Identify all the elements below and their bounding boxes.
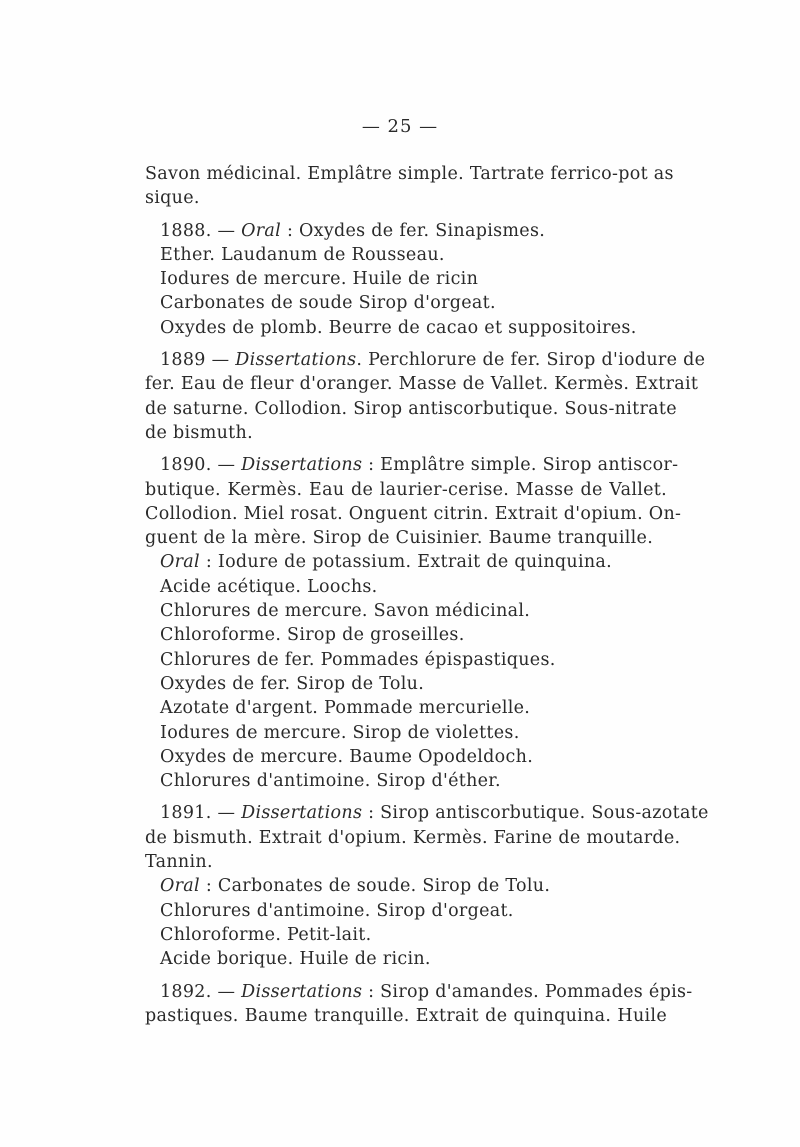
section-label: Oral [160, 876, 200, 897]
paragraph-1890 [145, 453, 682, 793]
text-line: butique. Kermès. Eau de laurier-cerise. Masse de Vallet. [145, 479, 667, 500]
paragraph-1891 [145, 801, 709, 971]
text-line: Oxydes de plomb. Beurre de cacao et suppositoires. [160, 317, 637, 338]
text-line: Chlorures de fer. Pommades épispastiques. [160, 649, 556, 670]
text-line: Acide borique. Huile de ricin. [160, 949, 431, 970]
year-label: 1889 — [160, 350, 236, 371]
text-line [145, 453, 679, 477]
text-line: pastiques. Baume tranquille. Extrait de quinquina. Huile [145, 1005, 667, 1026]
text-line: Carbonates de soude Sirop d'orgeat. [160, 293, 496, 314]
section-label: Dissertations [241, 981, 363, 1002]
section-label: Oral [241, 220, 282, 241]
line-text: : Iodure de potassium. Extrait de quinquina. [199, 552, 613, 573]
text-line: Savon médicinal. Emplâtre simple. Tartrate ferrico-pot as [145, 164, 674, 184]
text-line: Iodures de mercure. Huile de ricin [160, 269, 479, 290]
paragraph [145, 162, 674, 211]
paragraph-1892 [145, 980, 693, 1029]
text-line [145, 801, 709, 825]
line-text: . Perchlorure de fer. Sirop d'iodure de [356, 350, 706, 371]
text-line [145, 980, 693, 1004]
year-label: 1890. — [160, 455, 242, 476]
text-line: Oxydes de mercure. Baume Opodeldoch. [160, 746, 534, 767]
section-label: Dissertations [241, 803, 363, 824]
line-text: : Emplâtre simple. Sirop antiscor- [362, 455, 679, 476]
text-line: de bismuth. [145, 422, 253, 443]
section-label: Oral [160, 552, 200, 573]
text-line: guent de la mère. Sirop de Cuisinier. Baume tranquille. [145, 528, 654, 549]
text-line: de bismuth. Extrait d'opium. Kermès. Farine de moutarde. [145, 827, 681, 848]
text-line: Acide acétique. Loochs. [160, 576, 378, 597]
paragraph-1888 [145, 219, 667, 340]
line-text: : Oxydes de fer. Sinapismes. [281, 220, 546, 241]
text-line: Azotate d'argent. Pommade mercurielle. [160, 698, 531, 719]
text-line: Ether. Laudanum de Rousseau. [160, 244, 445, 265]
year-label: 1888. — [160, 220, 242, 241]
text-line [145, 348, 706, 372]
year-label: 1892. — [160, 981, 242, 1002]
section-label: Dissertations [241, 455, 363, 476]
text-line: Chloroforme. Sirop de groseilles. [160, 625, 465, 646]
text-line: Iodures de mercure. Sirop de violettes. [160, 722, 520, 743]
line-text: : Sirop antiscorbutique. Sous-azotate [362, 803, 709, 824]
text-line: de saturne. Collodion. Sirop antiscorbutique. Sous-nitrate [145, 398, 677, 419]
line-text: : Carbonates de soude. Sirop de Tolu. [199, 876, 551, 897]
text-line: Tannin. [145, 852, 213, 873]
text-line: Oxydes de fer. Sirop de Tolu. [160, 673, 425, 694]
page-number: — 25 — [361, 116, 439, 137]
text-line: Chlorures d'antimoine. Sirop d'éther. [160, 771, 501, 792]
section-label: Dissertations [235, 350, 357, 371]
text-line [145, 219, 667, 243]
line-text: : Sirop d'amandes. Pommades épis- [362, 981, 693, 1002]
text-line [145, 550, 667, 574]
text-line: sique. [145, 188, 200, 209]
text-line: fer. Eau de fleur d'oranger. Masse de Vallet. Kermès. Extrait [145, 374, 699, 395]
paragraph-1889 [145, 348, 706, 445]
text-line: Collodion. Miel rosat. Onguent citrin. Extrait d'opium. On- [145, 503, 682, 524]
text-line: Chlorures de mercure. Savon médicinal. [160, 601, 531, 622]
body-text [145, 162, 709, 1028]
text-line [145, 874, 667, 898]
text-line: Chloroforme. Petit-lait. [160, 924, 372, 945]
year-label: 1891. — [160, 803, 242, 824]
text-line: Chlorures d'antimoine. Sirop d'orgeat. [160, 900, 514, 921]
